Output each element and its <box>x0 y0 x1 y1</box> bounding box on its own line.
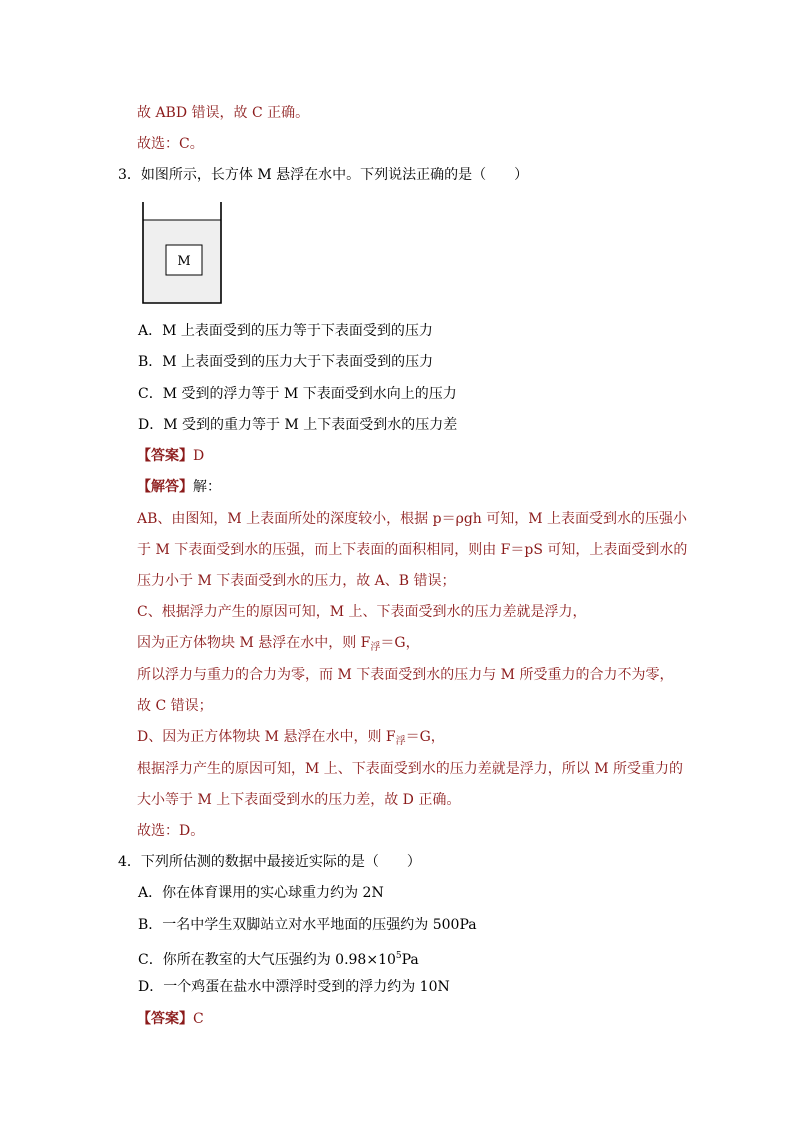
float1-post: ＝G， <box>380 635 420 651</box>
answer-tag: 【答案】 <box>137 448 193 464</box>
option-c-unit: Pa <box>401 952 419 968</box>
q4-option-c <box>138 947 419 969</box>
float1-pre: 因为正方体物块 M 悬浮在水中，则 F <box>137 635 371 651</box>
q4-answer <box>137 1010 204 1028</box>
q3-option-a: A．M 上表面受到的压力等于下表面受到的压力 <box>138 323 433 339</box>
answer-value: D <box>193 448 205 464</box>
solution-line: AB、由图知，M 上表面所处的深度较小，根据 p＝ρgh 可知，M 上表面受到水的压强小 <box>137 511 688 527</box>
q3-option-d: D．M 受到的重力等于 M 上下表面受到水的压力差 <box>138 417 458 433</box>
solution-line: 所以浮力与重力的合力为零，而 M 下表面受到水的压力与 M 所受重力的合力不为零， <box>137 667 674 683</box>
q3-answer <box>137 447 204 465</box>
solution-line-float1 <box>137 634 420 657</box>
option-c-exponent: 5 <box>395 951 402 961</box>
float2-sub: 浮 <box>395 736 406 747</box>
float1-sub: 浮 <box>370 642 381 653</box>
solution-line: 故 C 错误； <box>137 698 213 714</box>
q3-stem: 3．如图所示，长方体 M 悬浮在水中。下列说法正确的是（ ） <box>118 167 529 183</box>
answer-value: C <box>193 1011 204 1027</box>
solution-line: 根据浮力产生的原因可知，M 上、下表面受到水的压力差就是浮力，所以 M 所受重力的 <box>137 761 684 777</box>
q4-stem: 4．下列所估测的数据中最接近实际的是（ ） <box>118 854 421 870</box>
float2-post: ＝G， <box>405 729 445 745</box>
answer-tag: 【答案】 <box>137 1011 193 1027</box>
solution-tag: 【解答】 <box>137 479 193 495</box>
q3-option-c: C．M 受到的浮力等于 M 下表面受到水向上的压力 <box>138 386 457 402</box>
option-c-pre: C．你所在教室的大气压强约为 0.98×10 <box>138 952 396 968</box>
prev-choice: 故选：C。 <box>137 136 204 152</box>
q3-figure-container <box>140 200 224 306</box>
block-m-label: M <box>177 254 191 269</box>
q3-option-b: B．M 上表面受到的压力大于下表面受到的压力 <box>138 354 434 370</box>
solution-line: C、根据浮力产生的原因可知，M 上、下表面受到水的压力差就是浮力， <box>137 604 587 620</box>
float2-pre: D、因为正方体物块 M 悬浮在水中，则 F <box>137 729 396 745</box>
q3-solution-header <box>137 478 221 496</box>
prev-conclusion: 故 ABD 错误，故 C 正确。 <box>137 105 310 121</box>
solution-line: 于 M 下表面受到水的压强，而上下表面的面积相同，则由 F＝pS 可知，上表面受到水的 <box>137 542 688 558</box>
q4-option-b: B．一名中学生双脚站立对水平地面的压强约为 500Pa <box>138 917 477 933</box>
solution-line: 大小等于 M 上下表面受到水的压力差，故 D 正确。 <box>137 792 461 808</box>
q3-choice: 故选：D。 <box>137 823 205 839</box>
solution-line-float2 <box>137 728 445 751</box>
solution-line: 压力小于 M 下表面受到水的压力，故 A、B 错误； <box>137 573 456 589</box>
solution-suffix: 解： <box>193 479 221 495</box>
q4-option-d: D．一个鸡蛋在盐水中漂浮时受到的浮力约为 10N <box>138 979 450 995</box>
q4-option-a: A．你在体育课用的实心球重力约为 2N <box>138 885 384 901</box>
